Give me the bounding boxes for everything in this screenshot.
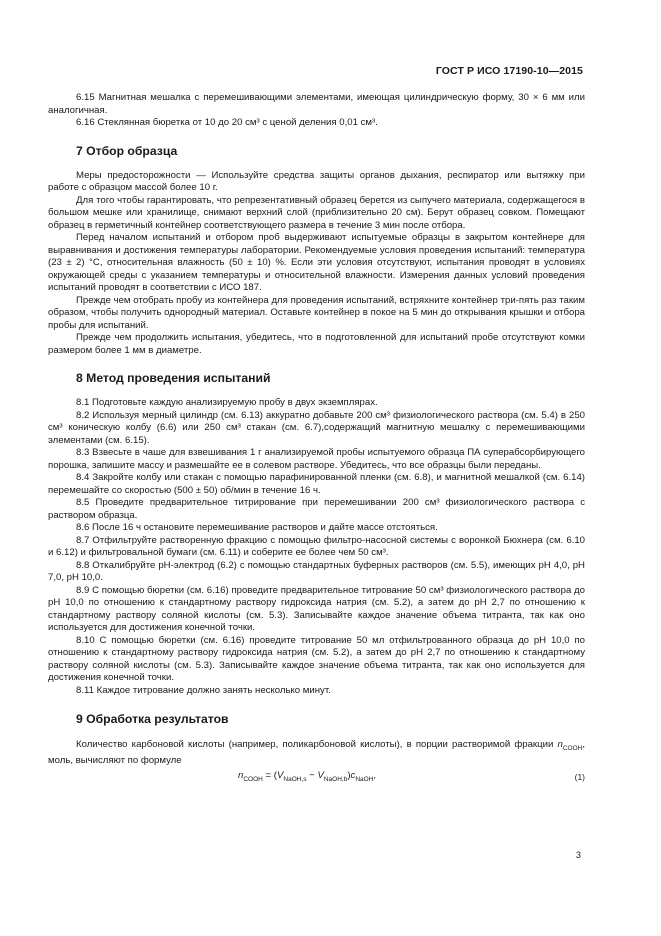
section-8-title: 8 Метод проведения испытаний [76,371,271,385]
formula-v2: V [317,769,324,781]
s8-para: 8.6 После 16 ч остановите перемешивание растворов и дайте массе отстояться. [76,522,438,533]
s7-para: Перед началом испытаний и отбором проб выдерживают испытуемые образцы в закрытом контейнере для выравнивания и достижения температуры лаборатории. Рекомендуемые условия проведения испытаний: температура (23 ± 2) °С, относительная влажность (50 ± 10) %. Если эти условия отсутствуют, испытания проводят в условиях окружающей среды с указанием температуры и относительной влажности. Измерения данных условий проведения испытаний проводят в соответствии с ИСО 187. [48,232,585,293]
doc-header-code: ГОСТ Р ИСО 17190-10—2015 [435,65,583,77]
formula-v2-sub: NaOH,b [323,775,348,783]
formula-1 [48,768,585,784]
s7-para: Прежде чем продолжить испытания, убедитесь, что в подготовленной для испытаний пробе отсутствуют комки размером более 1 мм в диаметре. [48,332,585,356]
page-content [48,92,585,784]
formula-v1-sub: NaOH,s [283,775,307,783]
formula-lhs: n [238,769,244,781]
formula-expression [238,770,376,786]
page-number: 3 [575,850,581,860]
formula-v1: V [276,769,284,781]
formula-minus: − [306,769,318,781]
formula-eq: = ( [262,769,277,781]
formula-close: ) [347,769,351,781]
formula-c: c [350,769,356,781]
s8-para: 8.3 Взвесьте в чаше для взвешивания 1 г анализируемой пробы испытуемого образца ПА суперабсорбирующего порошка, запишите массу и размешайте ее в солевом растворе. Убедитесь, что все образцы были переданы. [48,447,585,471]
section-9-title: 9 Обработка результатов [76,712,229,726]
s9-text-post: , моль, вычисляют по формуле [48,739,585,767]
s9-para [48,739,585,768]
formula-end: , [373,769,377,781]
section-7-title: 7 Отбор образца [76,143,178,158]
s9-text-pre: Количество карбоновой кислоты (например, поликарбоновой кислоты), в порции растворимой фракции [76,739,558,750]
s7-para: Меры предосторожности — Используйте средства защиты органов дыхания, респиратор или вытяжку при работе с образцом массой более 10 г. [48,169,585,193]
s8-para: 8.5 Проведите предварительное титрирование при перемешивании 200 см³ физиологического раствора с раствором образца. [48,497,585,521]
s8-para: 8.4 Закройте колбу или стакан с помощью парафинированной пленки (см. 6.8), и магнитной мешалкой (см. 6.14) перемешайте со скоростью (500 ± 50) об/мин в течение 16 ч. [48,472,585,496]
s8-para: 8.2 Используя мерный цилиндр (см. 6.13) аккуратно добавьте 200 см³ физиологического раствора (см. 5.4) в 250 см³ коническую колбу (6.6) или 250 см³ стакан (см. 6.7),содержащий магнитную мешалку с перемешивающими элементами (см. 6.15). [48,409,585,446]
s7-para: Для того чтобы гарантировать, что репрезентативный образец берется из сыпучего материала, содержащегося в большом мешке или хранилище, снимают верхний слой (приблизительно 20 см). Берут образец совком. Помещают образец в герметичный контейнер соответствующего размера в течение 3 мин после отбора. [48,194,585,231]
item-6-16: 6.16 Стеклянная бюретка от 10 до 20 см³ с ценой деления 0,01 см³. [76,117,378,128]
formula-lhs-sub: COOH [243,775,263,783]
n-subscript: COOH [562,744,583,752]
n-symbol: n [557,739,563,750]
s8-para: 8.11 Каждое титрование должно занять несколько минут. [76,684,331,696]
s8-para: 8.9 С помощью бюретки (см. 6.16) проведите предварительное титрование 50 см³ физиологического раствора до рН 10,0 по отношению к стандартному раствору гидроксида натрия (см. 5.2), а затем до рН 2,7 по отношению к стандартному раствору соляной кислоты (см. 5.3). Записывайте каждое значение объема титранта, так как оно используется для достижения конечной точки. [48,584,585,633]
item-6-15: 6.15 Магнитная мешалка с перемешивающими элементами, имеющая цилиндрическую форму, 30 × 6 мм или аналогичная. [48,92,585,116]
s8-para: 8.10 С помощью бюретки (см. 6.16) проведите титрование 50 мл отфильтрованного образца до рН 10,0 по отношению к стандартному раствору гидроксида натрия (см. 5.2), а затем до рН 2,7 по отношению к стандартному раствору соляной кислоты (см. 5.3). Записывайте каждое значение объема титранта, так как оно используется для достижения конечной точки. [48,634,585,683]
s7-para: Прежде чем отобрать пробу из контейнера для проведения испытаний, встряхните контейнер три-пять раз таким образом, чтобы получить однородный материал. Оставьте контейнер в покое на 5 мин до открывания крышки и отбора пробы для испытаний. [48,294,585,331]
formula-number: (1) [574,771,585,782]
s8-para: 8.1 Подготовьте каждую анализируемую пробу в двух экземплярах. [76,397,378,408]
formula-c-sub: NaOH [355,775,374,783]
s8-para: 8.7 Отфильтруйте растворенную фракцию с помощью фильтро-насосной системы с воронкой Бюхнера (см. 6.10 и 6.12) и фильтровальной бумаги (см. 6.11) и соберите ее более чем 50 см³. [48,534,585,558]
s8-para: 8.8 Откалибруйте рН-электрод (6.2) с помощью стандартных буферных растворов (см. 5.5), имеющих рН 4,0, рН 7,0, рН 10,0. [48,559,585,583]
